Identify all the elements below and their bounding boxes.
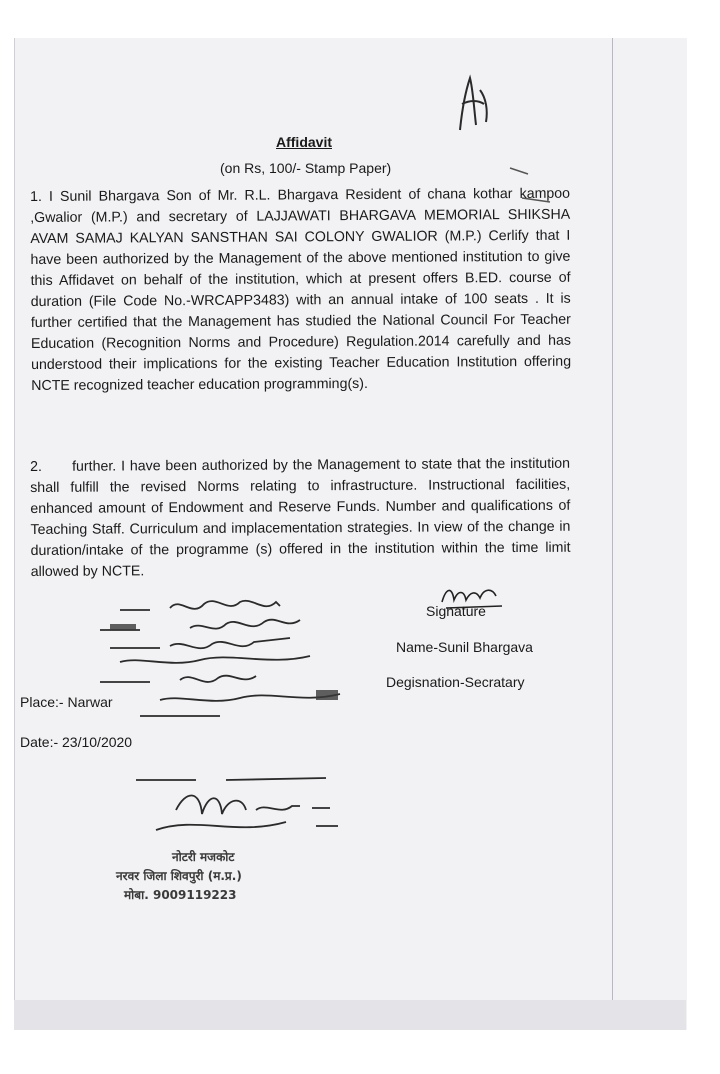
registration-stamp-handwriting xyxy=(80,590,380,725)
document-subtitle: (on Rs, 100/- Stamp Paper) xyxy=(220,160,392,176)
handwritten-initials xyxy=(440,70,520,150)
scan-bottom-band xyxy=(14,1000,686,1030)
paragraph-2-number: 2. xyxy=(30,458,42,475)
paragraph-2-text: further. I have been authorized by the Management to state that the institution shall fulfill the revised Norms relating to infrastructure. Instructional facilities, enhanced amount of Endowment and Reserve Funds. Number and qualifications of Teaching Staff. Curriculum and implacementation strategies. In view of the change in duration/intake of the programme (s) offered in the institution within the time limit allowed by NCTE. xyxy=(30,455,571,580)
notary-signature xyxy=(116,770,356,850)
signatory-name: Name-Sunil Bhargava xyxy=(396,639,533,655)
paragraph-1: 1. I Sunil Bhargava Son of Mr. R.L. Bhargava Resident of chana kothar kampoo ,Gwalior (M.P.) and secretary of LAJJAWATI BHARGAVA MEMORIAL SHIKSHA AVAM SAMAJ KALYAN SANSTHAN SAI COLONY GWALIOR (M.P.) Cerlify that I have been authorized by the Management of the above mentioned institution to give this Affidavet on behalf of the institution, which at present offers B.ED. course of duration (File Code No.-WRCAPP3483) with an annual intake of 100 seats . It is further certified that the Management has studied the National Council For Teacher Education (Recognition Norms and Procedure) Regulation.2014 carefully and has understood their implications for the existing Teacher Education Institution offering NCTE recognized teacher education programming(s). xyxy=(30,185,572,394)
page-edge-line xyxy=(612,38,613,1030)
paragraph-2 xyxy=(30,454,571,583)
notary-stamp xyxy=(116,848,242,905)
notary-location: नरवर जिला शिवपुरी (म.प्र.) xyxy=(116,869,242,883)
date-line: Date:- 23/10/2020 xyxy=(20,734,133,750)
notary-title: नोटरी मजकोट xyxy=(172,850,235,864)
signature-label: Signature xyxy=(426,603,486,619)
signatory-designation: Degisnation-Secratary xyxy=(386,674,525,690)
document-title: Affidavit xyxy=(276,134,332,150)
place-line: Place:- Narwar xyxy=(20,694,113,710)
notary-phone: मोबा. 9009119223 xyxy=(124,888,237,902)
